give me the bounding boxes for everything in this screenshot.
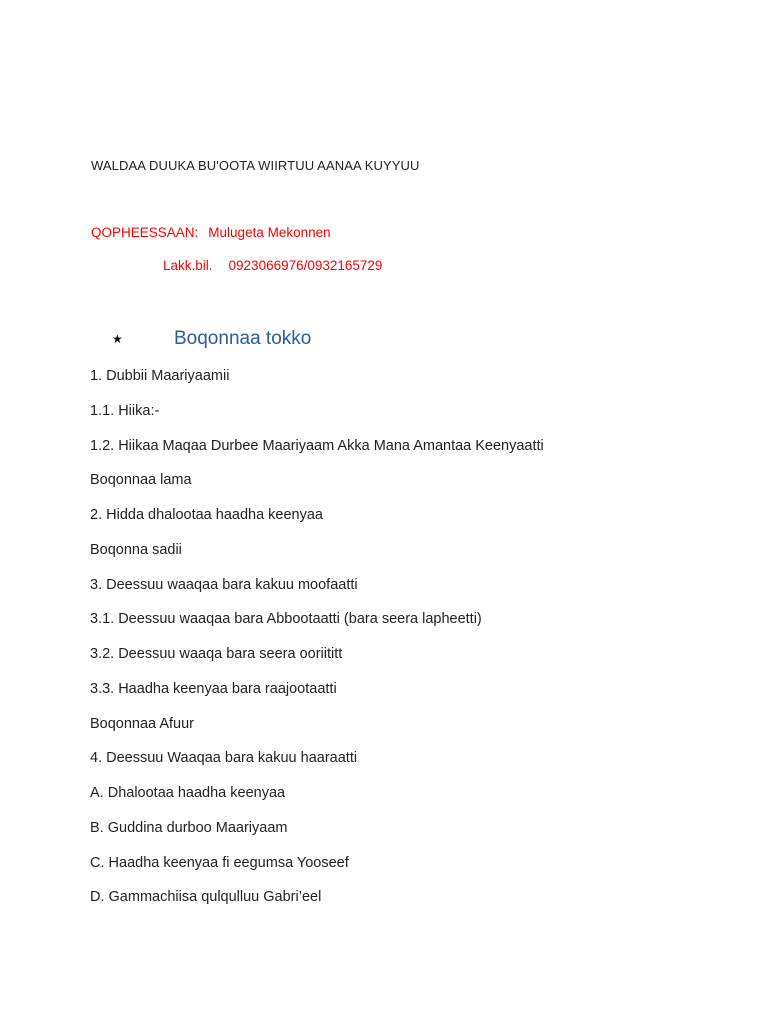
contents-item: 1. Dubbii Maariyaamii [90,368,230,384]
chapter-title: Boqonnaa tokko [174,328,312,349]
contents-item: 1.2. Hiikaa Maqaa Durbee Maariyaam Akka Mana Amantaa Keenyaatti [90,437,544,454]
chapter-heading [112,325,311,353]
author-label: QOPHEESSAAN: [91,225,199,240]
phone-numbers: 0923066976/0932165729 [228,258,383,273]
contents-item: 2. Hidda dhalootaa haadha keenyaa [90,507,323,523]
contents-item: C. Haadha keenyaa fi eegumsa Yooseef [90,854,349,871]
contents-item: 3.1. Deessuu waaqaa bara Abbootaatti (bara seera lapheetti) [90,611,482,628]
contents-item: 4. Deessuu Waaqaa bara kakuu haaraatti [90,750,358,767]
contents-item: Boqonnaa Afuur [90,715,195,732]
contents-list [90,366,544,922]
contents-item: A. Dhalootaa haadha keenyaa [90,785,286,801]
contents-item: Boqonna sadii [90,541,182,558]
contents-item: B. Guddina durboo Maariyaam [90,819,288,836]
contents-item: Boqonnaa lama [90,472,192,489]
phone-label: Lakk.bil. [163,258,213,273]
author-line [91,225,331,240]
contents-item: 3.2. Deessuu waaqa bara seera ooriititt [90,646,343,662]
contents-item: D. Gammachiisa qulqulluu Gabri’eel [90,889,322,906]
phone-line [163,258,382,273]
star-icon: ★ [112,332,123,346]
contents-item: 1.1. Hiika:- [90,402,160,419]
document-title: WALDAA DUUKA BU'OOTA WIIRTUU AANAA KUYYUU [91,158,420,173]
author-name: Mulugeta Mekonnen [208,225,331,240]
contents-item: 3.3. Haadha keenyaa bara raajootaatti [90,680,337,697]
contents-item: 3. Deessuu waaqaa bara kakuu moofaatti [90,576,358,593]
